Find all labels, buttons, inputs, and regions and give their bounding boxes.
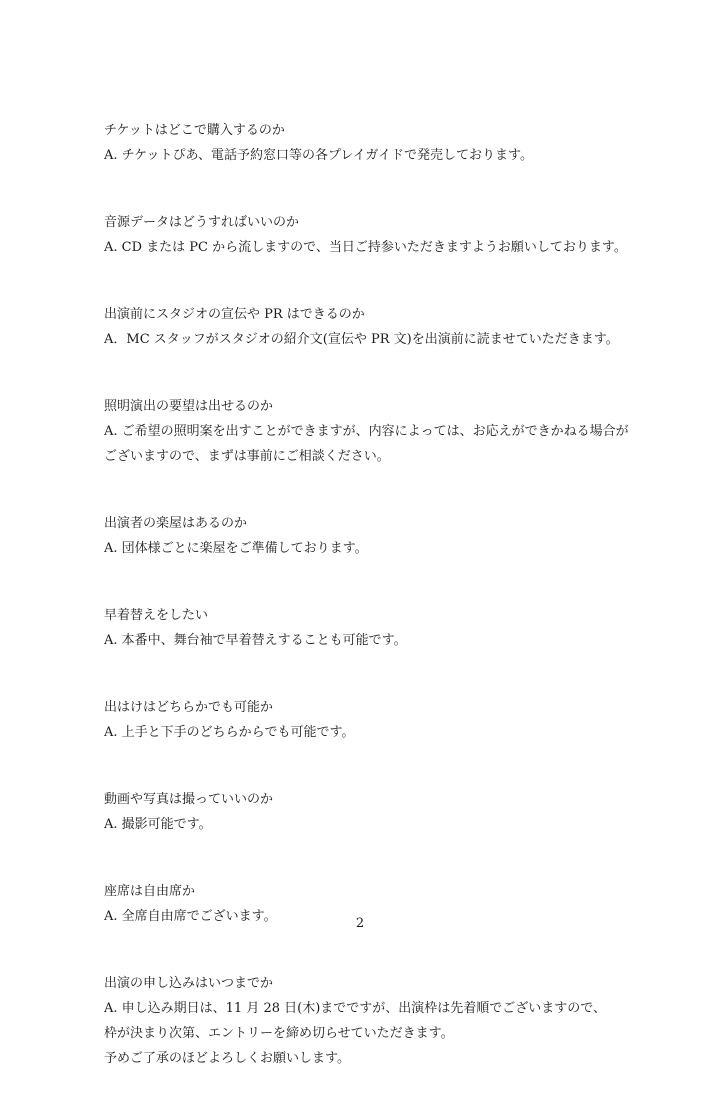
faq-question: 音源データはどうすればいいのか xyxy=(104,215,300,230)
faq-answer: A. 撮影可能です。 xyxy=(104,817,212,832)
faq-answer: A. CD または PC から流しますので、当日ご持参いただきますようお願いしております。 xyxy=(104,240,627,255)
faq-question: 出はけはどちらかでも可能か xyxy=(104,700,274,715)
faq-item xyxy=(104,118,664,168)
faq-question: 出演の申し込みはいつまでか xyxy=(104,976,274,991)
faq-answer: A. 上手と下手のどちらからでも可能です。 xyxy=(104,725,355,740)
faq-answer: A. チケットぴあ、電話予約窓口等の各プレイガイドで発売しております。 xyxy=(104,148,533,163)
faq-question: 出演前にスタジオの宣伝や PR はできるのか xyxy=(104,307,365,322)
faq-answer: A. ご希望の照明案を出すことができますが、内容によっては、お応えができかねる場合が xyxy=(104,424,629,439)
faq-answer-continuation: 予めご了承のほどよろしくお願いします。 xyxy=(104,1051,350,1066)
faq-answer-continuation: ございますので、まずは事前にご相談ください。 xyxy=(104,449,390,464)
faq-item xyxy=(104,210,664,260)
faq-question: 早着替えをしたい xyxy=(104,608,209,623)
faq-item xyxy=(104,787,664,837)
faq-item xyxy=(104,603,664,653)
faq-answer: A. 申し込み期日は、11 月 28 日(木)までですが、出演枠は先着順でございますので、 xyxy=(104,1001,607,1016)
faq-item xyxy=(104,302,664,352)
faq-answer: A. 全席自由席でございます。 xyxy=(104,909,277,924)
faq-item xyxy=(104,971,664,1071)
faq-list xyxy=(104,118,664,1113)
faq-question: 照明演出の要望は出せるのか xyxy=(104,399,274,414)
faq-answer: A．MC スタッフがスタジオの紹介文(宣伝や PR 文)を出演前に読ませていただきます。 xyxy=(104,332,619,347)
faq-question: 座席は自由席か xyxy=(104,884,196,899)
faq-answer: A. 団体様ごとに楽屋をご準備しております。 xyxy=(104,541,368,556)
faq-item xyxy=(104,394,664,469)
page-number: 2 xyxy=(355,916,365,931)
faq-answer-continuation: 枠が決まり次第、エントリーを締め切らせていただきます。 xyxy=(104,1026,454,1041)
faq-answer: A. 本番中、舞台袖で早着替えすることも可能です。 xyxy=(104,633,407,648)
faq-item xyxy=(104,695,664,745)
faq-question: チケットはどこで購入するのか xyxy=(104,123,285,138)
faq-item xyxy=(104,511,664,561)
faq-question: 動画や写真は撮っていいのか xyxy=(104,792,274,807)
faq-question: 出演者の楽屋はあるのか xyxy=(104,516,248,531)
